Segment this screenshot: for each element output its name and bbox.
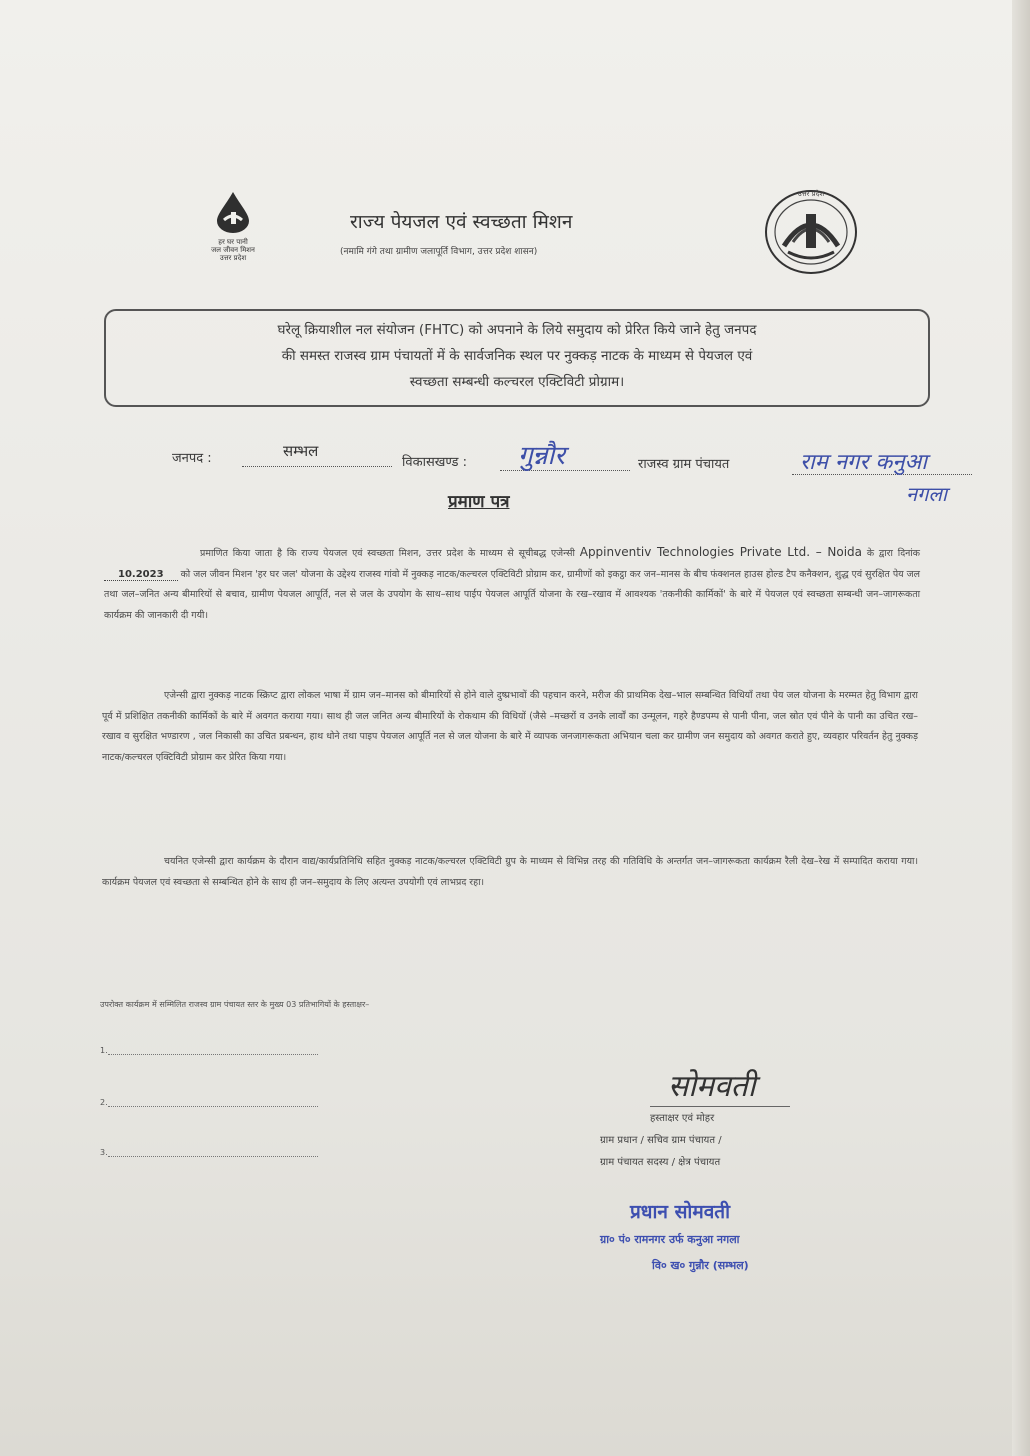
witness-signature-line-3	[108, 1156, 318, 1157]
certificate-paragraph-2: एजेन्सी द्वारा नुक्कड़ नाटक स्क्रिप्ट द्वारा लोकल भाषा में ग्राम जन–मानस को बीमारियों से होने वाले दुष्प्रभावों की पहचान करने, मरीज की प्राथमिक देख–भाल सम्बन्धित विधियाँ तथा पेय जल योजना के मरम्मत हेतु विभाग द्वारा पूर्व में प्रशिक्षित तकनीकी कार्मिकों के बारे में अवगत कराया गया। साथ ही जल जनित अन्य बीमारियों के रोकथाम की विधियों (जैसे –मच्छरों व उनके लार्वों का उन्मूलन, गहरे हैण्डपम्प से पानी पीना, जल स्रोत एवं पीने के पानी का उचित रख–रखाव व सुरक्षित भण्डारण , जल निकासी का उचित प्रबन्धन, हाथ धोने तथा पाइप पेयजल आपूर्ति नल से जल योजना के बारे में व्यापक जनजागरूकता अभियान चला कर ग्रामीण जन समुदाय को अवगत कराते हुए, व्यवहार परिवर्तन हेतु नुक्कड़ नाटक/कल्चरल एक्टिविटी प्रोग्राम कर प्रेरित किया गया।	[102, 690, 918, 763]
witness-number-1: 1.	[100, 1046, 108, 1055]
up-state-emblem	[762, 186, 860, 276]
panchayat-value-line1: राम नगर कनुआ	[800, 450, 928, 475]
certificate-title: प्रमाण पत्र	[448, 492, 510, 512]
pradhan-signature: सोमवती	[668, 1069, 756, 1104]
logo-caption-2: जल जीवन मिशन	[211, 246, 255, 254]
block-label: विकासखण्ड :	[402, 455, 468, 470]
panchayat-value-line2: नगला	[906, 482, 948, 506]
program-heading-box	[104, 309, 930, 407]
witness-signature-line-2	[108, 1106, 318, 1107]
page-edge	[1012, 0, 1030, 1456]
mission-subtitle: (नमामि गंगे तथा ग्रामीण जलापूर्ति विभाग, उत्तर प्रदेश शासन)	[340, 247, 538, 257]
program-date: 10.2023	[104, 569, 178, 581]
signature-seal-label: हस्ताक्षर एवं मोहर	[650, 1113, 715, 1124]
witness-number-2: 2.	[100, 1098, 108, 1107]
certificate-paragraph-3: चयनित एजेन्सी द्वारा कार्यक्रम के दौरान वाद्य/कार्यप्रतिनिधि सहित नुक्कड़ नाटक/कल्चरल एक्टिविटी ग्रुप के माध्यम से विभिन्न तरह की गतिविधि के अन्तर्गत जन–जागरूकता कार्यक्रम रैली देख–रेख में सम्पादित कराया गया। कार्यक्रम पेयजल एवं स्वच्छता से सम्बन्धित होने के साथ ही जन–समुदाय के लिए अत्यन्त उपयोगी एवं लाभप्रद रहा।	[102, 856, 918, 888]
agency-name: Appinventiv Technologies Private Ltd. – Noida	[579, 545, 863, 559]
para1-text2: के द्वारा दिनांक	[866, 548, 921, 559]
program-heading-line2: की समस्त राजस्व ग्राम पंचायतों में के सार्वजनिक स्थल पर नुक्कड़ नाटक के माध्यम से पेयजल एवं	[281, 348, 753, 364]
block-value: गुन्नौर	[518, 441, 565, 471]
state-emblem-icon	[762, 186, 860, 276]
signatory-role-line1: ग्राम प्रधान / सचिव ग्राम पंचायत /	[600, 1135, 722, 1146]
panchayat-label: राजस्व ग्राम पंचायत	[638, 457, 730, 472]
district-value: सम्भल	[283, 442, 319, 460]
jal-jeevan-mission-logo	[188, 190, 278, 270]
para1-text3: को जल जीवन मिशन 'हर घर जल' योजना के उद्देश्य राजस्व गांवो में नुक्कड़ नाटक/कल्चरल एक्टिविटी प्रोग्राम कर, ग्रामीणों को इकट्ठा कर जन–मानस के बीच फंक्शनल हाउस होल्ड टैप कनैक्शन, शुद्ध एवं सुरक्षित पेय जल तथा जल–जनित अन्य बीमारियों से बचाव, ग्रामीण पेयजल आपूर्ति, नल से जल के उपयोग के साथ–साथ पाईप पेयजल आपूर्ति योजना के रख–रखाव में आवश्यक 'तकनीकी कार्मिकों' के बारे में पेयजल एवं स्वच्छता सम्बन्धी जन–जागरूकता कार्यक्रम की जानकारी दी गयी।	[104, 568, 920, 621]
district-label: जनपद :	[172, 451, 212, 466]
pradhan-stamp-name: प्रधान सोमवती	[630, 1201, 731, 1223]
signatory-role-line2: ग्राम पंचायत सदस्य / क्षेत्र पंचायत	[600, 1157, 721, 1168]
witness-number-3: 3.	[100, 1148, 108, 1157]
logo-caption-3: उत्तर प्रदेश	[219, 254, 247, 262]
participants-note: उपरोक्त कार्यक्रम में सम्मिलित राजस्व ग्राम पंचायत स्तर के मुख्य 03 प्रतिभागियों के हस्ताक्षर–	[100, 1000, 370, 1009]
witness-signature-line-1	[108, 1054, 318, 1055]
logo-caption-1: हर घर पानी	[218, 238, 248, 246]
pradhan-stamp-panchayat: ग्रा० पं० रामनगर उर्फ कनुआ नगला	[600, 1233, 740, 1246]
district-line	[242, 466, 392, 467]
signature-underline	[650, 1106, 790, 1107]
mission-title: राज्य पेयजल एवं स्वच्छता मिशन	[350, 211, 573, 233]
program-heading-line3: स्वच्छता सम्बन्धी कल्चरल एक्टिविटी प्रोग्राम।	[409, 374, 625, 390]
para1-text1: प्रमाणित किया जाता है कि राज्य पेयजल एवं स्वच्छता मिशन, उत्तर प्रदेश के माध्यम से सूचीबद्ध एजेन्सी	[200, 548, 575, 559]
certificate-paragraph-1	[104, 542, 920, 626]
emblem-caption: उत्तर प्रदेश	[797, 190, 825, 198]
program-heading-line1: घरेलू क्रियाशील नल संयोजन (FHTC) को अपनाने के लिये समुदाय को प्रेरित किये जाने हेतु जनपद	[277, 322, 757, 338]
pradhan-stamp-block: वि० ख० गुन्नौर (सम्भल)	[652, 1259, 749, 1272]
water-drop-icon	[213, 190, 253, 234]
